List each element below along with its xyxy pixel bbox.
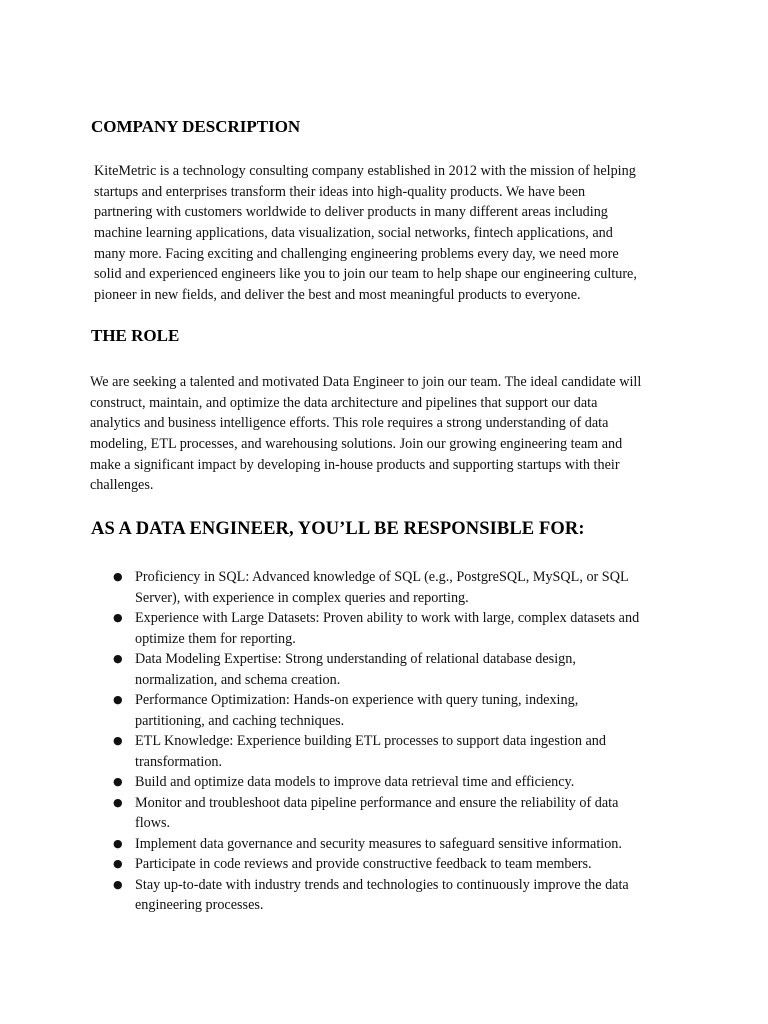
company-description-heading: COMPANY DESCRIPTION [91,117,301,136]
the-role-paragraph [90,372,690,496]
list-item-line: partitioning, and caching techniques. [135,712,345,729]
bullet-icon: ● [113,775,123,788]
list-item [113,567,693,608]
paragraph-line: KiteMetric is a technology consulting company established in 2012 with the mission of helping [94,163,636,179]
list-item-line: Implement data governance and security measures to safeguard sensitive information. [135,835,622,852]
list-item-line: Build and optimize data models to improve data retrieval time and efficiency. [135,774,575,790]
list-item-line: optimize them for reporting. [135,630,296,647]
responsibilities-list [113,567,693,916]
paragraph-line: analytics and business intelligence efforts. This role requires a strong understanding of data [90,415,609,432]
paragraph-line: construct, maintain, and optimize the data architecture and pipelines that support our data [90,394,598,411]
paragraph-line: pioneer in new fields, and deliver the best and most meaningful products to everyone. [94,287,581,304]
list-item [113,854,693,875]
list-item-line: Participate in code reviews and provide constructive feedback to team members. [135,856,592,872]
bullet-icon: ● [113,611,123,624]
bullet-icon: ● [113,693,123,706]
list-item-line: Experience with Large Datasets: Proven ability to work with large, complex datasets and [135,610,640,626]
bullet-icon: ● [113,734,123,747]
list-item [113,608,693,649]
list-item [113,772,693,793]
bullet-icon: ● [113,877,123,891]
list-item-line: Proficiency in SQL: Advanced knowledge of SQL (e.g., PostgreSQL, MySQL, or SQL [135,569,629,585]
paragraph-line: machine learning applications, data visualization, social networks, fintech applications, and [94,225,613,242]
list-item-line: Monitor and troubleshoot data pipeline performance and ensure the reliability of data [135,794,619,811]
responsibilities-heading: AS A DATA ENGINEER, YOU’LL BE RESPONSIBLE FOR: [91,519,585,539]
paragraph-line: many more. Facing exciting and challenging engineering problems every day, we need more [94,245,619,262]
list-item-line: flows. [135,815,171,831]
bullet-icon: ● [113,836,123,850]
list-item [113,690,693,731]
list-item [113,731,693,772]
paragraph-line: modeling, ETL processes, and warehousing solutions. Join our growing engineering team and [90,436,623,453]
list-item-line: Performance Optimization: Hands-on experience with query tuning, indexing, [135,692,579,708]
the-role-heading: THE ROLE [91,326,180,345]
list-item-line: normalization, and schema creation. [135,671,341,688]
list-item-line: Data Modeling Expertise: Strong understanding of relational database design, [135,651,576,667]
paragraph-line: We are seeking a talented and motivated Data Engineer to join our team. The ideal candidate will [90,374,642,390]
bullet-icon: ● [113,857,123,870]
paragraph-line: partnering with customers worldwide to deliver products in many different areas including [94,204,608,221]
company-description-paragraph [94,161,694,306]
paragraph-line: startups and enterprises transform their ideas into high-quality products. We have been [94,183,586,200]
paragraph-line: challenges. [90,477,154,494]
list-item [113,834,693,855]
paragraph-line: make a significant impact by developing in-house products and supporting startups with their [90,456,620,473]
list-item-line: Server), with experience in complex queries and reporting. [135,589,469,606]
list-item-line: transformation. [135,753,223,770]
bullet-icon: ● [113,652,123,665]
list-item-line: Stay up-to-date with industry trends and technologies to continuously improve the data [135,876,629,893]
bullet-icon: ● [113,795,123,809]
bullet-icon: ● [113,570,123,583]
list-item [113,875,693,916]
paragraph-line: solid and experienced engineers like you to join our team to help shape our engineering culture, [94,266,637,283]
list-item [113,793,693,834]
list-item-line: engineering processes. [135,897,264,913]
list-item-line: ETL Knowledge: Experience building ETL processes to support data ingestion and [135,733,606,749]
list-item [113,649,693,690]
